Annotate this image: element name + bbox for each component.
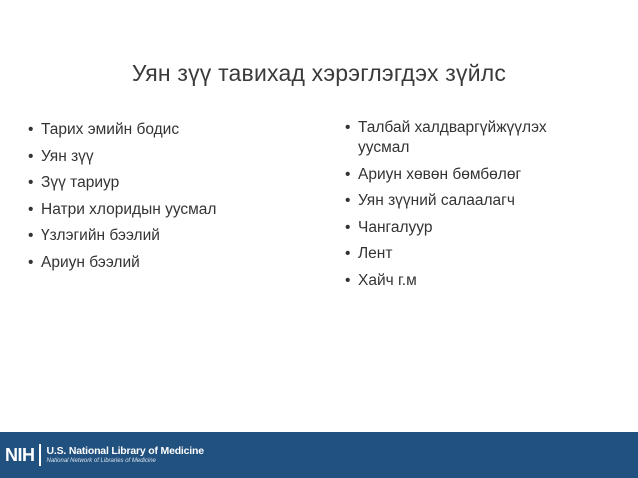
list-item	[345, 218, 585, 238]
bullet-icon: •	[345, 165, 351, 183]
list-item-text: Тарих эмийн бодис	[41, 121, 180, 138]
list-item	[28, 173, 278, 193]
bullet-icon: •	[345, 119, 351, 136]
bullet-icon: •	[28, 227, 34, 245]
bullet-icon: •	[28, 121, 34, 138]
right-bullet-list	[345, 118, 585, 298]
list-item-text: Ариун бээлий	[41, 253, 140, 271]
list-item-text: Лент	[358, 245, 393, 263]
list-item	[28, 253, 278, 273]
bullet-icon: •	[28, 174, 34, 192]
list-item	[28, 226, 278, 246]
list-item	[28, 200, 278, 220]
list-item	[28, 147, 278, 167]
list-item-text: Уян зүүний салаалагч	[358, 192, 515, 210]
bullet-icon: •	[345, 271, 351, 289]
list-item-text: Чангалуур	[358, 218, 433, 236]
list-item-text: Ариун хөвөн бөмбөлөг	[358, 165, 522, 183]
organization-name: U.S. National Library of Medicine	[46, 445, 204, 457]
list-item	[28, 120, 278, 140]
bullet-icon: •	[345, 245, 351, 263]
list-item-text: Уян зүү	[41, 147, 94, 165]
list-item-text: Үзлэгийн бээлий	[41, 227, 160, 245]
list-item-text: Талбай халдваргүйжүүлэх уусмал	[358, 119, 547, 156]
nih-logo-text	[47, 445, 204, 465]
list-item	[345, 244, 585, 264]
bullet-icon: •	[28, 147, 34, 165]
slide-title: Уян зүү тавихад хэрэглэгдэх зүйлс	[131, 60, 507, 86]
bullet-icon: •	[28, 253, 34, 271]
list-item-text: Зүү тариур	[41, 174, 120, 192]
bullet-icon: •	[345, 218, 351, 236]
footer-bar	[0, 432, 638, 478]
nih-logo-mark: NIH	[5, 444, 41, 466]
bullet-icon: •	[345, 192, 351, 210]
nih-logo	[5, 442, 204, 468]
list-item-text: Хайч г.м	[358, 271, 417, 289]
list-item	[345, 118, 585, 158]
bullet-icon: •	[28, 200, 34, 218]
left-bullet-list	[28, 120, 278, 280]
list-item	[345, 165, 585, 185]
list-item	[345, 271, 585, 291]
list-item-text: Натри хлоридын уусмал	[41, 200, 217, 218]
list-item	[345, 191, 585, 211]
network-name: National Network of Libraries of Medicine	[46, 458, 156, 464]
